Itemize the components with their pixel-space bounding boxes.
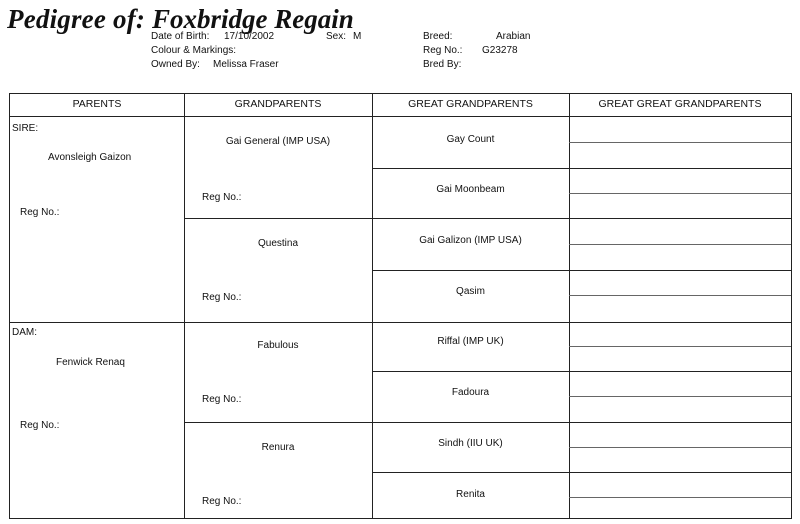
date-of-birth-value: 17/10/2002: [224, 31, 275, 42]
column-divider: [184, 94, 185, 518]
sire-reg-label: Reg No.:: [20, 207, 60, 218]
row-divider: [372, 371, 791, 372]
colour-markings-label: Colour & Markings:: [151, 45, 237, 56]
great-grandparent-name: Qasim: [456, 286, 485, 297]
grandparent-reg-label: Reg No.:: [202, 496, 242, 507]
sire-name: Avonsleigh Gaizon: [48, 152, 132, 163]
grandparent-reg-label: Reg No.:: [202, 192, 242, 203]
row-divider: [372, 472, 791, 473]
ggg-line: [569, 142, 791, 143]
ggg-line: [569, 346, 791, 347]
grandparent-reg-label: Reg No.:: [202, 292, 242, 303]
great-grandparent-name: Gay Count: [446, 134, 495, 145]
great-grandparent-name: Renita: [456, 489, 485, 500]
column-divider: [372, 94, 373, 518]
dam-name: Fenwick Renaq: [56, 357, 125, 368]
row-divider: [184, 422, 791, 423]
great-grandparent-name: Riffal (IMP UK): [437, 336, 504, 347]
header-divider: [10, 116, 791, 117]
great-grandparent-name: Sindh (IIU UK): [438, 438, 503, 449]
great-grandparent-name: Gai Galizon (IMP USA): [419, 235, 522, 246]
grandparent-name: Questina: [257, 238, 299, 249]
bred-by-label: Bred By:: [423, 59, 462, 70]
owned-by-label: Owned By:: [151, 59, 200, 70]
great-grandparent-name: Fadoura: [451, 387, 490, 398]
ggg-line: [569, 295, 791, 296]
breed-value: Arabian: [496, 31, 531, 42]
ggg-line: [569, 497, 791, 498]
date-of-birth-label: Date of Birth:: [151, 31, 210, 42]
sire-label: SIRE:: [12, 123, 39, 134]
grandparent-name: Renura: [261, 442, 295, 453]
ggg-line: [569, 193, 791, 194]
grandparent-reg-label: Reg No.:: [202, 394, 242, 405]
ggg-line: [569, 244, 791, 245]
column-header-great-grandparents: GREAT GRANDPARENTS: [408, 98, 533, 110]
owner-value: Melissa Fraser: [213, 59, 279, 70]
dam-label: DAM:: [12, 327, 37, 338]
column-header-parents: PARENTS: [72, 98, 122, 110]
pedigree-label: Pedigree of:: [7, 4, 146, 34]
column-header-grandparents: GRANDPARENTS: [234, 98, 322, 110]
ggg-line: [569, 396, 791, 397]
row-divider: [372, 270, 791, 271]
pedigree-table: [9, 93, 792, 519]
reg-no-label: Reg No.:: [423, 45, 463, 56]
breed-label: Breed:: [423, 31, 453, 42]
sex-label: Sex:: [326, 31, 347, 42]
column-header-great-great-grandparents: GREAT GREAT GRANDPARENTS: [598, 98, 762, 110]
ggg-line: [569, 447, 791, 448]
sire-dam-divider: [10, 322, 791, 323]
grandparent-name: Fabulous: [257, 340, 299, 351]
grandparent-name: Gai General (IMP USA): [225, 136, 331, 147]
great-grandparent-name: Gai Moonbeam: [436, 184, 505, 195]
horse-name: Foxbridge Regain: [152, 4, 354, 34]
sex-value: M: [353, 31, 362, 42]
dam-reg-label: Reg No.:: [20, 420, 60, 431]
reg-no-value: G23278: [482, 45, 518, 56]
row-divider: [184, 218, 791, 219]
row-divider: [372, 168, 791, 169]
column-divider: [569, 94, 570, 518]
